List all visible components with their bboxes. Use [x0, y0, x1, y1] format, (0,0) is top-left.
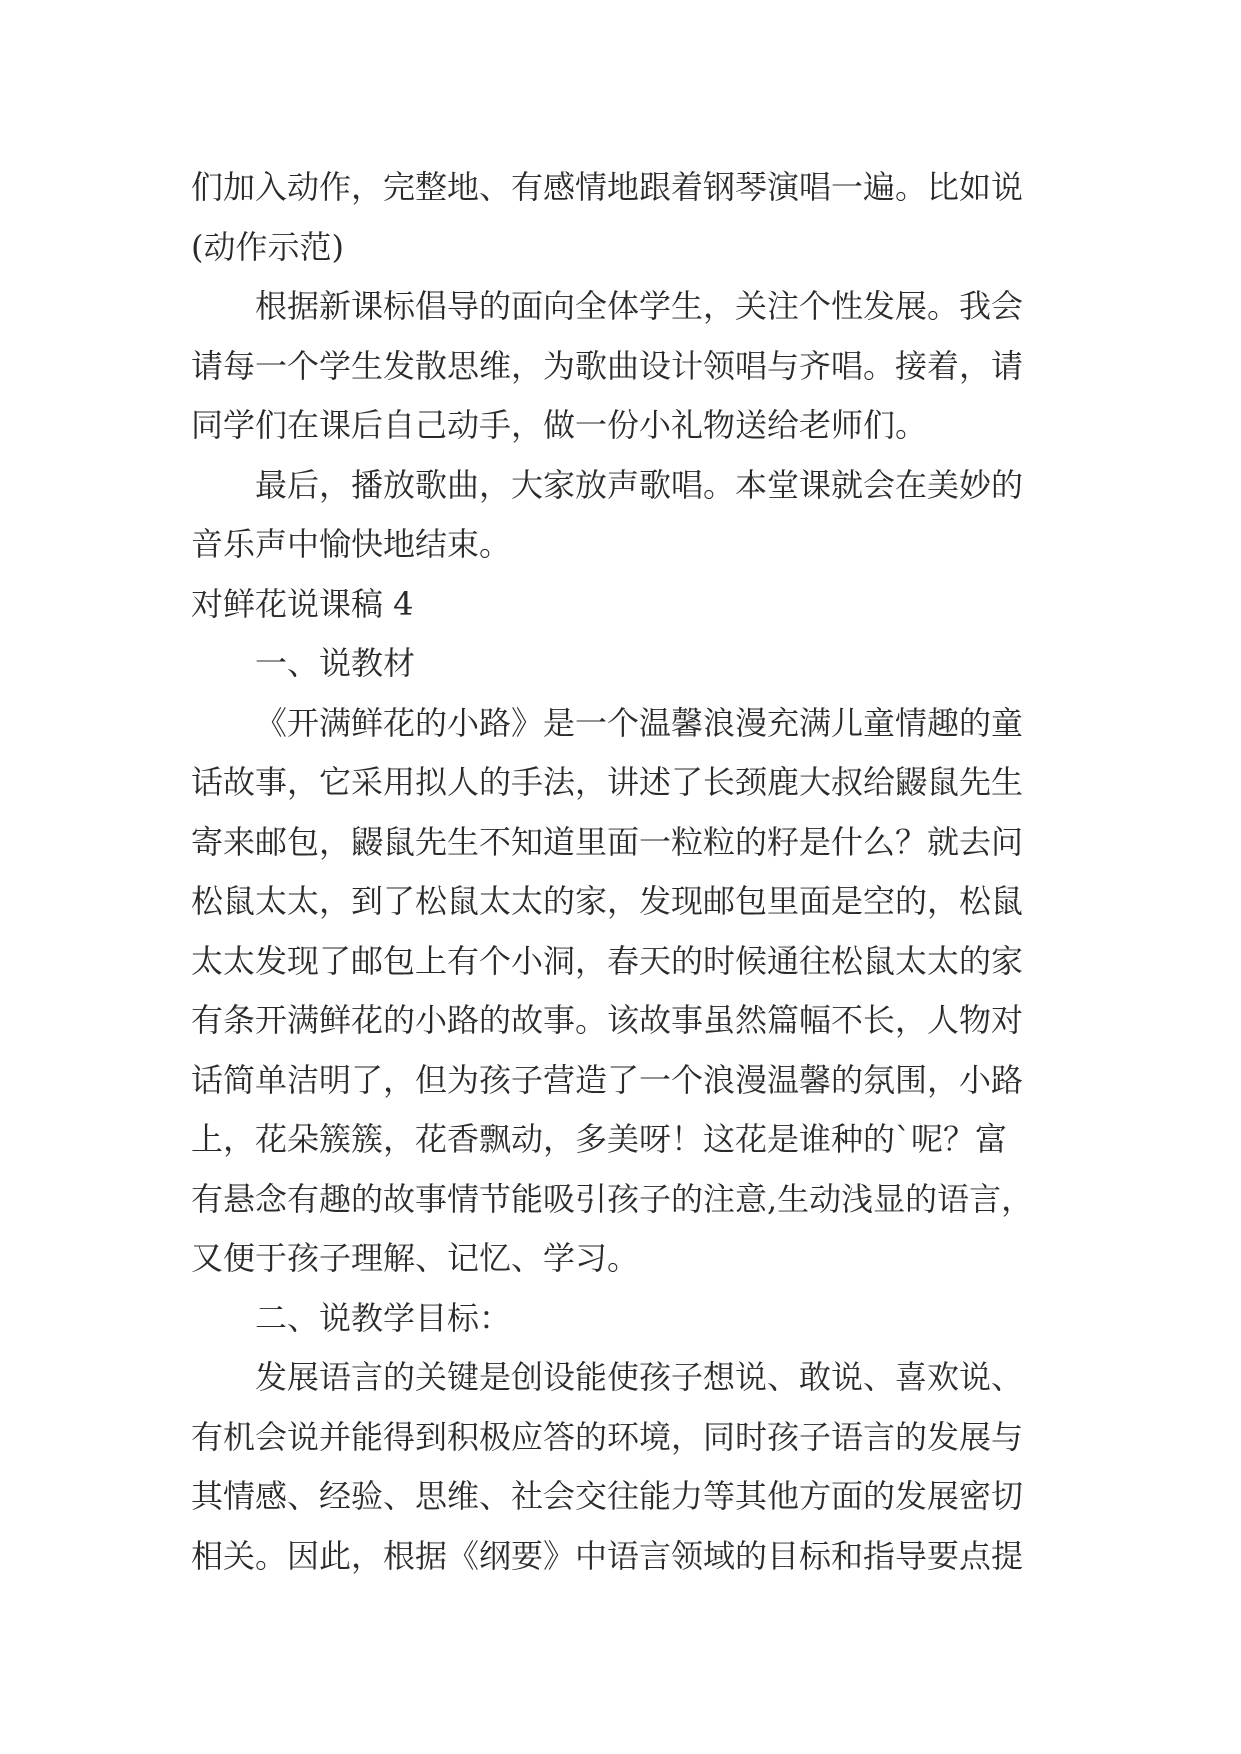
- section-title: 对鲜花说课稿 4: [191, 584, 414, 623]
- text-line: 们加入动作，完整地、有感情地跟着钢琴演唱一遍。比如说: [191, 168, 1024, 206]
- paragraph-start-line: 发展语言的关键是创设能使孩子想说、敢说、喜欢说、: [255, 1358, 1024, 1396]
- text-line: 其情感、经验、思维、社会交往能力等其他方面的发展密切: [191, 1477, 1024, 1515]
- text-line: 话故事，它采用拟人的手法，讲述了长颈鹿大叔给鼹鼠先生: [191, 763, 1024, 801]
- paragraph-start-line: 《开满鲜花的小路》是一个温馨浪漫充满儿童情趣的童: [255, 703, 1024, 742]
- text-line: 音乐声中愉快地结束。: [191, 525, 512, 563]
- text-line: 有悬念有趣的故事情节能吸引孩子的注意,生动浅显的语言，: [191, 1179, 1034, 1218]
- text-line: 有机会说并能得到积极应答的环境，同时孩子语言的发展与: [191, 1417, 1024, 1456]
- paragraph-start-line: 最后，播放歌曲，大家放声歌唱。本堂课就会在美妙的: [255, 465, 1024, 504]
- text-line: 同学们在课后自己动手，做一份小礼物送给老师们。: [191, 406, 928, 444]
- text-line: 话简单洁明了，但为孩子营造了一个浪漫温馨的氛围，小路: [191, 1060, 1024, 1099]
- subsection-heading: 一、说教材: [255, 644, 416, 682]
- text-line: 寄来邮包，鼹鼠先生不知道里面一粒粒的籽是什么？就去问: [191, 822, 1024, 861]
- text-line: 请每一个学生发散思维，为歌曲设计领唱与齐唱。接着，请: [191, 346, 1024, 385]
- document-body: [191, 158, 1051, 1586]
- text-line: 太太发现了邮包上有个小洞，春天的时候通往松鼠太太的家: [191, 941, 1024, 980]
- subsection-heading: 二、说教学目标：: [255, 1298, 512, 1337]
- text-line: 相关。因此，根据《纲要》中语言领域的目标和指导要点提: [191, 1536, 1024, 1575]
- text-line: 松鼠太太，到了松鼠太太的家，发现邮包里面是空的，松鼠: [191, 882, 1024, 920]
- text-line: 上，花朵簇簇，花香飘动，多美呀！这花是谁种的`呢？富: [191, 1120, 1008, 1158]
- text-line: (动作示范): [191, 227, 344, 266]
- text-line: 又便于孩子理解、记忆、学习。: [191, 1239, 640, 1277]
- text-line: 有条开满鲜花的小路的故事。该故事虽然篇幅不长，人物对: [191, 1001, 1024, 1039]
- paragraph-start-line: 根据新课标倡导的面向全体学生，关注个性发展。我会: [255, 287, 1024, 325]
